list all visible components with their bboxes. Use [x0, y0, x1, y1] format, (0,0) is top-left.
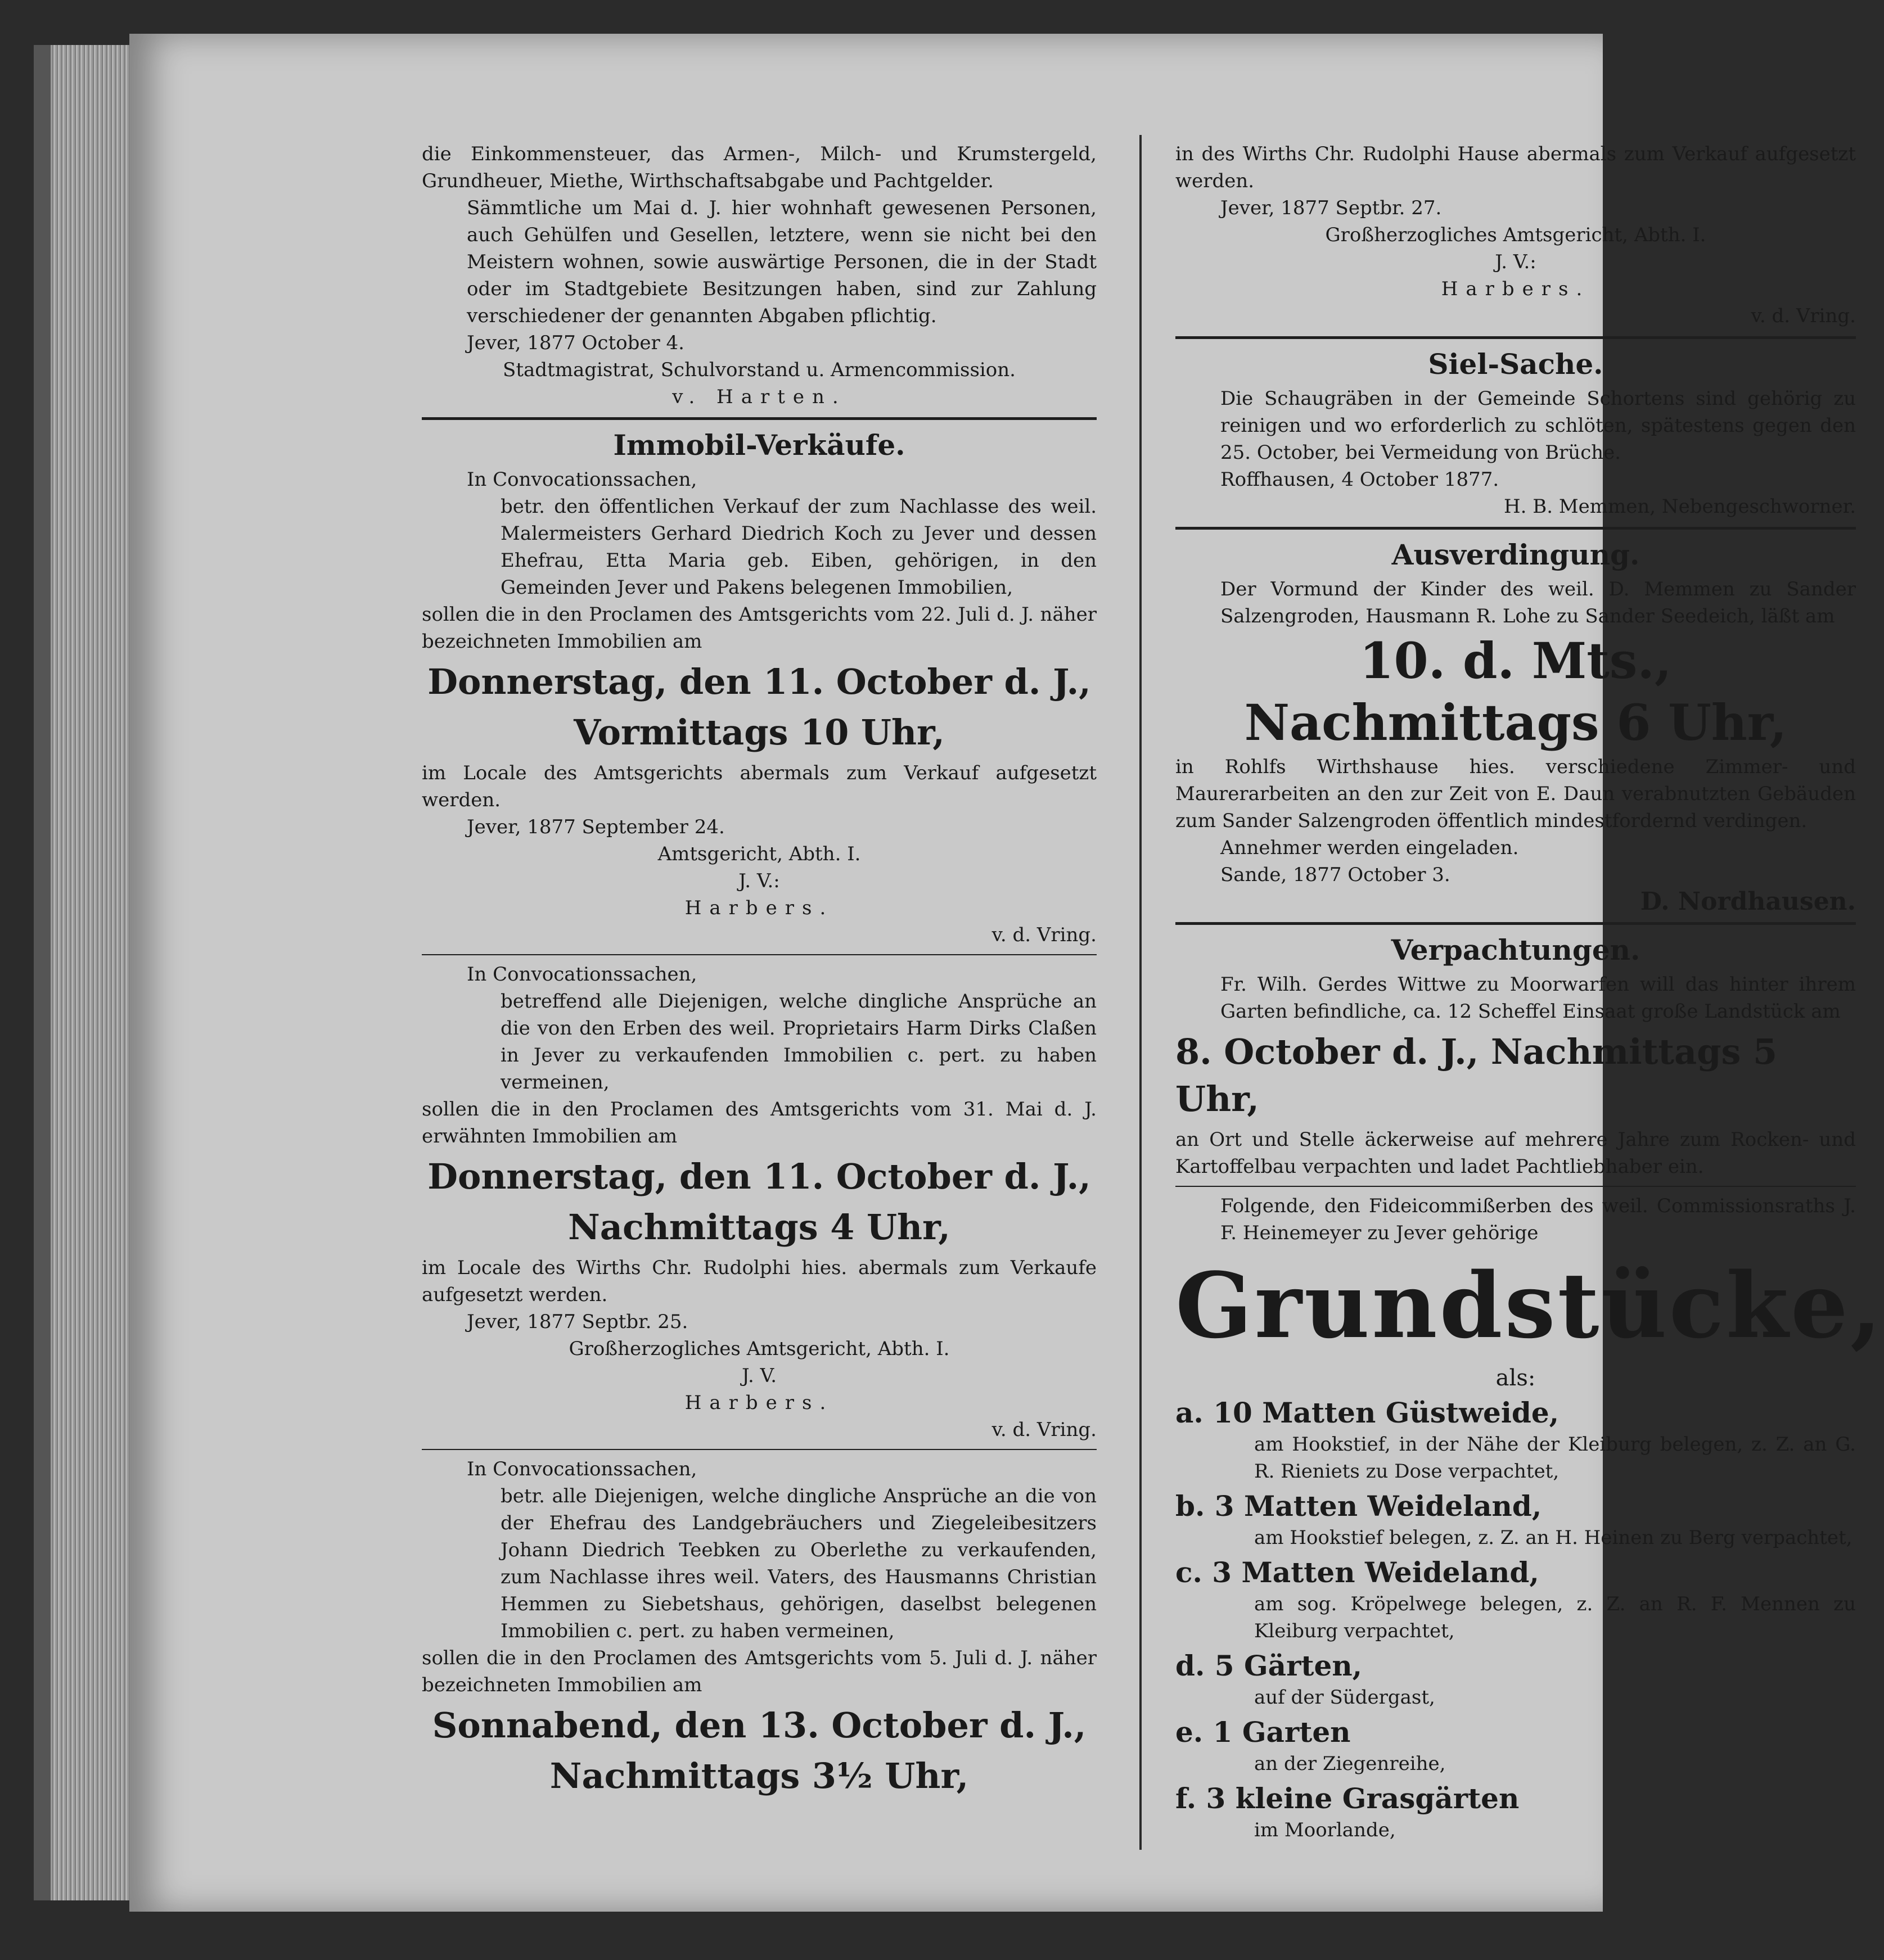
verpachtung-text: an Ort und Stelle äckerweise auf mehrere Jahre zum Rocken- und Kartoffelbau verpachten und ladet Pachtliebhaber ein.: [1175, 1128, 1856, 1178]
newspaper-page: [129, 34, 1884, 1912]
tax-notice-signature: v. Harten.: [672, 386, 846, 408]
notice-dateline: Jever, 1877 September 24.: [467, 816, 725, 838]
siel-signature: H. B. Memmen, Nebengeschworner.: [1503, 495, 1856, 518]
property-item-label: e. 1 Garten: [1175, 1715, 1351, 1749]
notice-rule: [1175, 1186, 1856, 1187]
notice-iv: J. V.: [741, 1365, 777, 1387]
notice-date-line: Donnerstag, den 11. October d. J.,: [427, 1156, 1091, 1197]
notice-dateline: Jever, 1877 Septbr. 25.: [467, 1311, 688, 1333]
property-item-desc: am Hookstief belegen, z. Z. an H. Heinen zu Berg verpachtet,: [1254, 1527, 1853, 1549]
ausverdingung-invite: Annehmer werden eingeladen.: [1220, 837, 1519, 859]
notice-body: sollen die in den Proclamen des Amtsgerichts vom 31. Mai d. J. erwähnten Immobilien am: [422, 1098, 1097, 1148]
notice-time-line: Nachmittags 3½ Uhr,: [549, 1755, 969, 1796]
property-item-desc: an der Ziegenreihe,: [1254, 1753, 1446, 1775]
column-divider: [1139, 135, 1142, 1850]
tax-notice-date: Jever, 1877 October 4.: [467, 332, 684, 354]
ausverdingung-time: Nachmittags 6 Uhr,: [1244, 693, 1787, 752]
notice-court: Großherzogliches Amtsgericht, Abth. I.: [569, 1338, 950, 1360]
tax-notice-text: die Einkommensteuer, das Armen-, Milch- und Krumstergeld, Grundheuer, Miethe, Wirthschaftsabgabe und Pachtgelder.: [422, 143, 1097, 192]
left-column: [422, 141, 1097, 1803]
notice-place: im Locale des Wirths Chr. Rudolphi hies. abermals zum Verkaufe aufgesetzt werden.: [422, 1257, 1097, 1306]
notice-clerk: v. d. Vring.: [991, 1419, 1097, 1441]
continued-notice-clerk: v. d. Vring.: [1751, 305, 1856, 327]
notice-clerk: v. d. Vring.: [991, 924, 1097, 946]
notice-date-line: Donnerstag, den 11. October d. J.,: [427, 661, 1091, 702]
notice-subject: betr. alle Diejenigen, welche dingliche Ansprüche an die von der Ehefrau des Landgebräuchers und Ziegeleibesitzers Johann Diedrich Teebken zu Oberlethe zu verkaufenden, zum Nachlasse ihres weil. Vaters, des Hausmanns Christian Hemmen zu Siebetshaus, gehörigen, daselbst belegenen Immobilien c. pert. zu haben vermeinen,: [501, 1485, 1097, 1642]
property-item-label: f. 3 kleine Grasgärten: [1175, 1782, 1520, 1815]
section-rule: [1175, 336, 1856, 339]
notice-time-line: Nachmittags 4 Uhr,: [568, 1207, 950, 1248]
notice-body: sollen die in den Proclamen des Amtsgerichts vom 22. Juli d. J. näher bezeichneten Immobilien am: [422, 603, 1097, 653]
notice-body: sollen die in den Proclamen des Amtsgerichts vom 5. Juli d. J. näher bezeichneten Immobilien am: [422, 1647, 1097, 1696]
notice-opening: In Convocationssachen,: [467, 963, 697, 986]
notice-opening: In Convocationssachen,: [467, 468, 697, 491]
property-item-label: a. 10 Matten Güstweide,: [1175, 1396, 1560, 1429]
notice-3: [422, 1456, 1097, 1800]
right-column: [1175, 141, 1884, 1844]
ausverdingung-signature: D. Nordhausen.: [1640, 887, 1856, 916]
property-item-desc: am sog. Kröpelwege belegen, z. Z. an R. F. Mennen zu Kleiburg verpachtet,: [1254, 1593, 1856, 1642]
section-rule: [422, 417, 1097, 420]
notice-place: im Locale des Amtsgerichts abermals zum Verkauf aufgesetzt werden.: [422, 762, 1097, 811]
grundstuecke-intro: Folgende, den Fideicommißerben des weil. Commissionsraths J. F. Heinemeyer zu Jever gehörige: [1220, 1195, 1856, 1244]
property-item-label: b. 3 Matten Weideland,: [1175, 1489, 1542, 1523]
continued-notice-court: Großherzogliches Amtsgericht, Abth. I.: [1325, 224, 1706, 246]
notice-signature: Harbers.: [684, 1392, 834, 1414]
notice-time-line: Vormittags 10 Uhr,: [574, 712, 945, 753]
continued-notice-date: Jever, 1877 Septbr. 27.: [1220, 197, 1442, 219]
tax-notice-text: Sämmtliche um Mai d. J. hier wohnhaft gewesenen Personen, auch Gehülfen und Gesellen, letztere, wenn sie nicht bei den Meistern wohnen, sowie auswärtige Personen, die in der Stadt oder im Stadtgebiete Besitzungen haben, sind zur Zahlung verschiedener der genannten Abgaben pflichtig.: [467, 197, 1097, 327]
grundstuecke-als: als:: [1495, 1365, 1536, 1391]
section-heading-siel: Siel-Sache.: [1428, 347, 1603, 381]
notice-opening: In Convocationssachen,: [467, 1458, 697, 1480]
property-item-desc: am Hookstief, in der Nähe der Kleiburg belegen, z. Z. an G. R. Rieniets zu Dose verpachtet,: [1254, 1433, 1856, 1483]
tax-notice-authority: Stadtmagistrat, Schulvorstand u. Armencommission.: [503, 359, 1016, 381]
property-list: [1175, 1395, 1856, 1844]
notice-date-line: Sonnabend, den 13. October d. J.,: [432, 1705, 1087, 1746]
siel-date: Roffhausen, 4 October 1877.: [1220, 468, 1499, 491]
ausverdingung-date: Sande, 1877 October 3.: [1220, 864, 1450, 886]
notice-subject: betreffend alle Diejenigen, welche dingliche Ansprüche an die von den Erben des weil. Proprietairs Harm Dirks Claßen in Jever zu verkaufenden Immobilien c. pert. zu haben vermeinen,: [501, 990, 1097, 1094]
ausverdingung-day: 10. d. Mts.,: [1359, 631, 1672, 690]
grundstuecke-heading: Grundstücke,: [1175, 1253, 1884, 1358]
section-heading-ausverdingung: Ausverdingung.: [1391, 538, 1640, 571]
ausverdingung-text: in Rohlfs Wirthshause hies. verschiedene Zimmer- und Maurerarbeiten an den zur Zeit von E. Daun verabnutzten Gebäuden zum Sander Salzengroden öffentlich mindestfordernd verdingen.: [1175, 756, 1856, 832]
continued-notice-text: in des Wirths Chr. Rudolphi Hause abermals zum Verkauf aufgesetzt werden.: [1175, 143, 1856, 192]
continued-notice-iv: J. V.:: [1495, 251, 1536, 273]
notice-court: Amtsgericht, Abth. I.: [657, 843, 861, 865]
property-item-label: c. 3 Matten Weideland,: [1175, 1556, 1539, 1589]
continued-notice-signature: Harbers.: [1441, 278, 1590, 300]
property-item-desc: auf der Südergast,: [1254, 1686, 1435, 1709]
notice-2: [422, 961, 1097, 1443]
notice-rule: [422, 1449, 1097, 1450]
verpachtung-text: Fr. Wilh. Gerdes Wittwe zu Moorwarfen will das hinter ihrem Garten befindliche, ca. 12 Scheffel Einsaat große Landstück am: [1220, 973, 1856, 1023]
notice-iv: J. V.:: [738, 870, 780, 892]
ausverdingung-text: Der Vormund der Kinder des weil. D. Memmen zu Sander Salzengroden, Hausmann R. Lohe zu Sander Seedeich, läßt am: [1220, 578, 1856, 627]
property-item-desc: im Moorlande,: [1254, 1819, 1396, 1841]
section-heading-immobil: Immobil-Verkäufe.: [613, 428, 905, 462]
section-rule: [1175, 527, 1856, 530]
siel-text: Die Schaugräben in der Gemeinde Schortens sind gehörig zu reinigen und wo erforderlich zu schlöten, spätestens gegen den 25. October, bei Vermeidung von Brüche.: [1220, 387, 1856, 464]
property-item-label: d. 5 Gärten,: [1175, 1649, 1363, 1682]
section-heading-verpachtungen: Verpachtungen.: [1391, 933, 1640, 967]
notice-signature: Harbers.: [684, 897, 834, 919]
notice-1: [422, 466, 1097, 949]
notice-rule: [422, 954, 1097, 955]
notice-subject: betr. den öffentlichen Verkauf der zum Nachlasse des weil. Malermeisters Gerhard Diedrich Koch zu Jever und dessen Ehefrau, Etta Maria geb. Eiben, gehörigen, in den Gemeinden Jever und Pakens belegenen Immobilien,: [501, 495, 1097, 599]
verpachtung-date-line: 8. October d. J., Nachmittags 5 Uhr,: [1175, 1031, 1778, 1119]
section-rule: [1175, 922, 1856, 925]
